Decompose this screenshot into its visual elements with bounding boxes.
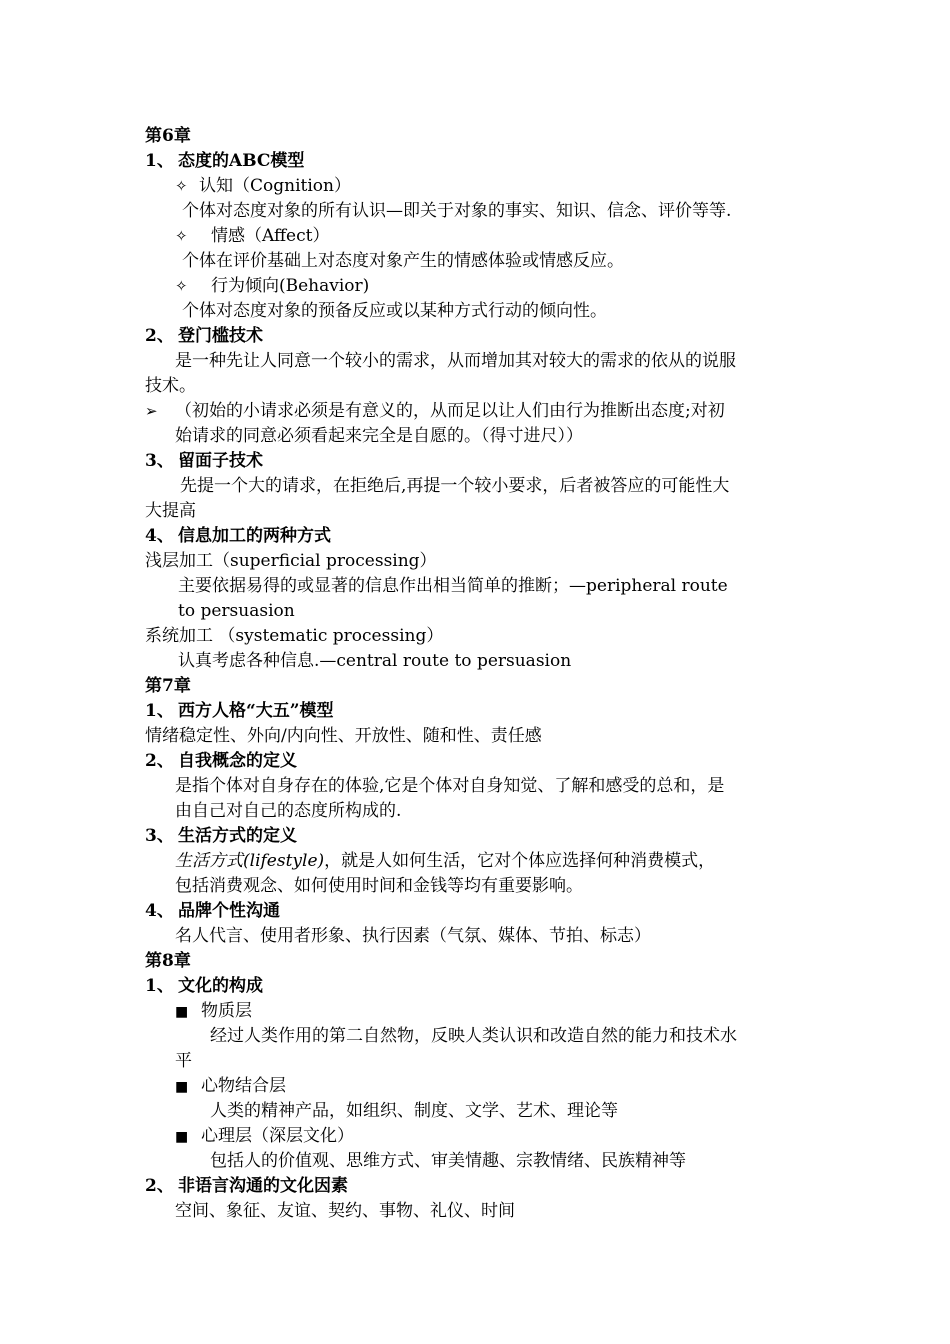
list-item: [175, 174, 351, 199]
paragraph-line: 先提一个大的请求，在拒绝后,再提一个较小要求，后者被答应的可能性大: [180, 476, 730, 496]
section-title: 登门槛技术: [178, 326, 263, 346]
section-number: 3、: [145, 451, 174, 471]
list-item: [175, 224, 329, 249]
arrow-bullet-icon: ➢: [145, 402, 158, 420]
section-number: 1、: [145, 151, 174, 171]
section-heading: [145, 324, 263, 349]
list-item: [175, 274, 369, 299]
paragraph-line: 大提高: [145, 501, 196, 521]
item-label: 心理层（深层文化）: [201, 1126, 354, 1146]
square-bullet-icon: ■: [175, 1004, 189, 1020]
section-heading: [145, 149, 304, 174]
paragraph-line: 包括消费观念、如何使用时间和金钱等均有重要影响。: [175, 876, 583, 896]
item-description: 个体在评价基础上对态度对象产生的情感体验或情感反应。: [182, 251, 624, 271]
paragraph-line: 主要依据易得的或显著的信息作出相当简单的推断；—peripheral route: [178, 576, 728, 596]
note-text: （初始的小请求必须是有意义的，从而足以让人们由行为推断出态度;对初: [175, 401, 725, 421]
chapter-8-title: 第8章: [145, 951, 191, 971]
item-label: 行为倾向(Behavior): [211, 276, 370, 296]
list-item: [175, 999, 252, 1025]
paragraph-line: 人类的精神产品，如组织、制度、文学、艺术、理论等: [210, 1101, 618, 1121]
section-heading: [145, 699, 334, 724]
diamond-bullet-icon: ✧: [175, 227, 188, 245]
section-number: 1、: [145, 701, 174, 721]
paragraph-line: 包括人的价值观、思维方式、审美情趣、宗教情绪、民族精神等: [210, 1151, 686, 1171]
item-label: 情感（Affect）: [211, 226, 330, 246]
section-title: 品牌个性沟通: [178, 901, 280, 921]
list-item: [175, 1074, 286, 1100]
section-title: 自我概念的定义: [178, 751, 297, 771]
diamond-bullet-icon: ✧: [175, 277, 188, 295]
paragraph-line: to persuasion: [178, 601, 295, 621]
shallow-processing-label: 浅层加工（superficial processing）: [145, 551, 437, 571]
section-heading: [145, 749, 297, 774]
note-line: [145, 399, 725, 424]
section-number: 4、: [145, 901, 174, 921]
paragraph-line: [175, 849, 715, 874]
section-number: 2、: [145, 326, 174, 346]
item-description: 个体对态度对象的所有认识—即关于对象的事实、知识、信念、评价等等.: [182, 201, 732, 221]
square-bullet-icon: ■: [175, 1129, 189, 1145]
section-heading: [145, 524, 331, 549]
section-title: 西方人格“大五”模型: [178, 701, 334, 721]
chapter-7-title: 第7章: [145, 676, 191, 696]
section-number: 3、: [145, 826, 174, 846]
list-item: [175, 1124, 354, 1150]
diamond-bullet-icon: ✧: [175, 177, 188, 195]
paragraph-line: 是一种先让人同意一个较小的需求，从而增加其对较大的需求的依从的说服: [175, 351, 736, 371]
systematic-processing-label: 系统加工 （systematic processing）: [145, 626, 444, 646]
paragraph-line: 经过人类作用的第二自然物，反映人类认识和改造自然的能力和技术水: [210, 1026, 737, 1046]
item-label: 物质层: [201, 1001, 252, 1021]
paragraph-line: 认真考虑各种信息.—central route to persuasion: [178, 651, 572, 671]
section-number: 2、: [145, 1176, 174, 1196]
paragraph-line: 情绪稳定性、外向/内向性、开放性、随和性、责任感: [145, 726, 542, 746]
section-heading: [145, 1174, 348, 1199]
paragraph-line: 技术。: [145, 376, 196, 396]
section-heading: [145, 974, 263, 999]
section-title: 留面子技术: [178, 451, 263, 471]
section-heading: [145, 824, 297, 849]
paragraph-line: 由自己对自己的态度所构成的.: [175, 801, 402, 821]
paragraph-line: 是指个体对自身存在的体验,它是个体对自身知觉、了解和感受的总和，是: [175, 776, 725, 796]
item-description: 个体对态度对象的预备反应或以某种方式行动的倾向性。: [182, 301, 607, 321]
paragraph-text: ，就是人如何生活，它对个体应选择何种消费模式，: [324, 851, 716, 871]
square-bullet-icon: ■: [175, 1079, 189, 1095]
item-label: 心物结合层: [201, 1076, 286, 1096]
section-number: 1、: [145, 976, 174, 996]
section-heading: [145, 899, 280, 924]
section-title: 态度的ABC模型: [178, 151, 305, 171]
paragraph-line: 平: [175, 1051, 192, 1071]
paragraph-line: 名人代言、使用者形象、执行因素（气氛、媒体、节拍、标志）: [175, 926, 651, 946]
italic-term: 生活方式(lifestyle): [175, 851, 325, 871]
section-heading: [145, 449, 263, 474]
section-title: 非语言沟通的文化因素: [178, 1176, 348, 1196]
section-title: 生活方式的定义: [178, 826, 297, 846]
paragraph-line: 空间、象征、友谊、契约、事物、礼仪、时间: [175, 1201, 515, 1221]
item-label: 认知（Cognition）: [199, 176, 351, 196]
section-number: 4、: [145, 526, 174, 546]
note-line: 始请求的同意必须看起来完全是自愿的。（得寸进尺））: [175, 426, 583, 446]
chapter-6-title: 第6章: [145, 126, 191, 146]
section-title: 文化的构成: [178, 976, 263, 996]
section-number: 2、: [145, 751, 174, 771]
section-title: 信息加工的两种方式: [178, 526, 331, 546]
